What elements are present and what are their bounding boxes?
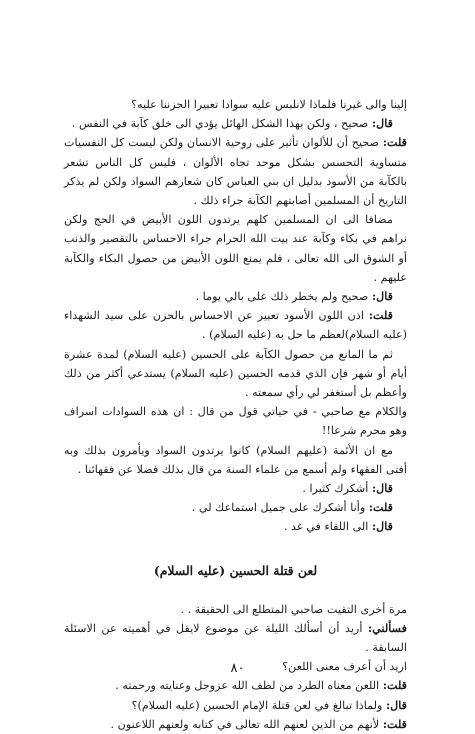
- paragraph-text: صحيح ولم يخطر ذلك على بالي يوما .: [195, 290, 369, 304]
- paragraph: [64, 696, 407, 715]
- paragraph: [64, 479, 407, 498]
- paragraph-text: مرة أخرى التقيت صاحبي المتطلع الى الحقيقة . .: [180, 602, 407, 616]
- speaker-label: قال:: [371, 481, 393, 496]
- paragraph: [64, 498, 407, 517]
- paragraph-text: اذن اللون الأسود تعبير عن الاحساس بالحزن على سيد الشهداء (عليه السلام)لعظم ما حل به (عليه السلام) .: [64, 309, 407, 342]
- speaker-label: فسألني:: [368, 620, 407, 635]
- paragraph-text: اللعن معناه الطرد من لطف الله عزوجل وعنايته ورحمته .: [115, 679, 380, 693]
- paragraph: [64, 715, 407, 734]
- section-title: لعن قتلة الحسين (عليه السلام): [153, 562, 318, 578]
- speaker-label: قال:: [371, 289, 393, 304]
- speaker-label: قال:: [371, 116, 393, 131]
- paragraph: [64, 287, 407, 306]
- paragraph: [64, 210, 407, 287]
- speaker-label: قلت:: [368, 500, 393, 515]
- paragraph-text: ولماذا تبالغ في لعن قتلة الإمام الحسين (عليه السلام)؟: [131, 698, 383, 712]
- paragraph-text: صحيح أن للألوان تأثير على روحية الانسان ولكن ليست كل النفسيات متساوية التحسس بشكل موحد تجاه الألوان ، فليس كل الناس تشعر بالكآبة من الأسود بدليل ان بني العباس كان شعارهم السواد ولكن لم يذكر التاريخ أن المسلمين أصابتهم الكآبة جراء ذلك .: [64, 136, 407, 208]
- paragraph-text: لأنهم من الذين لعنهم الله تعالى في كتابه ولعنهم اللاعنون .: [110, 717, 380, 731]
- speaker-label: قلت:: [368, 308, 393, 323]
- paragraph-text: إلينا والى غيرنا فلماذا لانلبس عليه سوادا تعبيرا الحزننا عليه؟: [131, 98, 407, 111]
- paragraph-text: والكلام مع صاحبي - في حياتي قول من قال : ان هذه السوادات اسراف وهو محرم شرعا!!: [64, 405, 407, 438]
- paragraph-text: ثم ما المانع من حصول الكآبة على الحسين (عليه السلام) لمدة عشرة أيام أو شهر فإن الذي قدمه الحسين (عليه السلام) يستدعي أكثر من ذلك وأعظم بل أستغفر لي رأي سمعته .: [64, 347, 407, 400]
- speaker-label: قال:: [385, 697, 407, 712]
- paragraph: [64, 133, 407, 210]
- paragraph-text: مضافا الى ان المسلمين كلهم يرتدون اللون الأبيض في الحج ولكن نراهم في بكاء وكآبة عند بيت الله الحرام جراء الاحساس بالتقصير والذنب أو الشوق الى الله تعالى ، فلم يمنع اللون الأبيض من حصول البكاء والكآبة عليهم .: [64, 213, 407, 284]
- speaker-label: قلت:: [382, 678, 407, 693]
- paragraph: [64, 345, 407, 403]
- speaker-label: قلت:: [382, 135, 407, 150]
- paragraph: [64, 441, 407, 479]
- paragraph-text: وأنا أشكرك على جميل استماعك لي .: [191, 501, 366, 515]
- paragraph-text: صحيح ، ولكن بهذا الشكل الهائل يؤدي الى خلق كآبة في النفس .: [71, 117, 369, 131]
- paragraph: [64, 517, 407, 536]
- paragraph-text: الى اللقاء في غد .: [283, 520, 369, 534]
- paragraph: [64, 676, 407, 695]
- paragraph: [64, 95, 407, 114]
- paragraph: [64, 600, 407, 619]
- speaker-label: قال:: [371, 519, 393, 534]
- paragraph: [64, 402, 407, 440]
- speaker-label: قلت:: [382, 716, 407, 731]
- paragraph: [64, 619, 407, 657]
- dialogue-part-one: [64, 95, 407, 537]
- paragraph: [64, 114, 407, 133]
- paragraph-text: مع ان الأئمة (عليهم السلام) كانوا يرتدون السواد ويأمرون بذلك وبه أفتى الفقهاء ولم أسمع من علماء السنة من قال بذلك فضلا عن فقهائنا .: [64, 443, 407, 476]
- paragraph: [64, 306, 407, 344]
- paragraph-text: أشكرك كثيرا .: [302, 482, 369, 496]
- paragraph-text: أريد أن أسألك الليلة عن موضوع لايقل في أهميته عن الاسئلة السابقة .: [64, 621, 407, 655]
- paragraph-text: اريد أن أعرف معنى اللعن؟: [282, 660, 407, 674]
- page-number: ٨٠: [230, 661, 245, 676]
